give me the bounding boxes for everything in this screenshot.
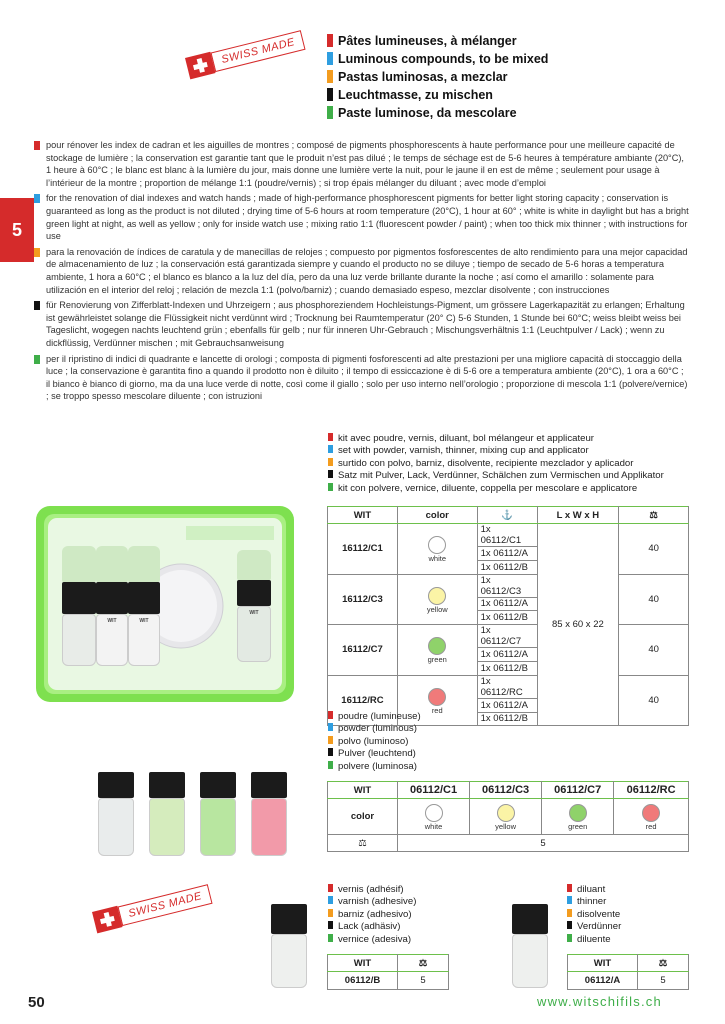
kit-color-cell (397, 524, 477, 575)
swiss-made-label: SWISS MADE (117, 884, 212, 926)
powder-list-text: poudre (lumineuse) (338, 711, 421, 722)
powder-vial (149, 772, 185, 858)
thinner-qty: 5 (638, 972, 689, 990)
varnish-bottle-photo (271, 904, 307, 988)
color-label: white (428, 554, 446, 564)
color-label: yellow (426, 604, 448, 614)
powder-qty: 5 (398, 835, 689, 852)
kit-component: 1x 06112/A (477, 547, 537, 561)
bullet-square-icon (328, 458, 333, 466)
varnish-code: 06112/B (328, 972, 398, 990)
title-line (327, 104, 687, 122)
bullet-square-icon (328, 445, 333, 453)
kit-table-row (328, 574, 689, 597)
bullet-square-icon (328, 934, 333, 942)
kit-list-item (328, 458, 708, 470)
description-text: für Renovierung von Zifferblatt-Indexen und Uhrzeigern ; aus phosphoreziendem Hochleistungs-Pigment, um grössere Lagerkapazität zu erlangen; Erhaltung ist gewährleistet solange die Flüssigkeit nicht verdünnt wird ; Trocknung bei Raumtemperatur (20° C) 5-6 Stunden, 1 Stunde bei 60°C; weiss bleibt weiss bei Tageslicht, wogegen nachts leuchtend grün ; ebenfalls für gelb ; nur für inneren Uhr-Gebrauch ; Mischungsverhältnis 1:1 (Leuchtpulver / Lack) ; wenn zu dickflüssig, Verdünner mischen ; mit Gebrauchsanweisung (46, 300, 685, 348)
kit-color-cell (397, 574, 477, 625)
kit-component: 1x 06112/C3 (477, 574, 537, 597)
powder-list-item (328, 761, 548, 773)
powder-list-item (328, 736, 548, 748)
varnish-list-item (328, 896, 518, 908)
thinner-list-text: diluant (577, 884, 606, 895)
bullet-square-icon (34, 141, 40, 150)
bullet-square-icon (34, 194, 40, 203)
kit-photo (36, 506, 294, 702)
kit-table-row (328, 524, 689, 547)
kit-qty: 40 (619, 675, 689, 726)
bullet-square-icon (34, 248, 40, 257)
kit-component: 1x 06112/B (477, 560, 537, 574)
title-text: Pâtes lumineuses, à mélanger (338, 34, 517, 48)
kit-component: 1x 06112/A (477, 648, 537, 662)
kit-list-text: set with powder, varnish, thinner, mixing cup and applicator (338, 445, 589, 457)
powder-color-cell (542, 799, 614, 835)
title-line (327, 86, 687, 104)
color-swatch (428, 587, 446, 605)
powder-list-item (328, 723, 548, 735)
color-label: white (424, 822, 443, 831)
powder-vial (200, 772, 236, 858)
color-swatch (569, 804, 587, 822)
varnish-list-item (328, 921, 518, 933)
varnish-qty: 5 (398, 972, 449, 990)
bullet-square-icon (328, 433, 333, 441)
kit-list-text: Satz mit Pulver, Lack, Verdünner, Schälchen zum Vermischen und Applikator (338, 470, 664, 482)
varnish-bottle (96, 546, 128, 666)
col-wit: WIT (568, 955, 638, 972)
thinner-list-text: Verdünner (577, 921, 622, 933)
bullet-square-icon (328, 470, 333, 478)
color-label: green (427, 655, 447, 665)
bullet-square-icon (327, 106, 333, 119)
powder-list-item (328, 748, 548, 760)
kit-code: 16112/C7 (328, 625, 398, 676)
color-label: red (645, 822, 657, 831)
title-text: Pastas luminosas, a mezclar (338, 70, 508, 84)
thinner-list (567, 884, 687, 946)
kit-qty: 40 (619, 524, 689, 575)
row-color-label: color (328, 799, 398, 835)
title-text: Leuchtmasse, zu mischen (338, 88, 493, 102)
description-text: para la renovación de índices de caratula y de manecillas de relojes ; compuesto por pigmentos fosforescentes de alto rendimiento para una mejor capacidad de almacenamiento de luz ; la conservación está garantizada siempre y cuando el producto no se diluye ; tiempo de secado de 5-6 horas a temperatura ambiente, 1 hora a 60°C ; el blanco es blanco a la luz del día, pero da una luz verde brillante durante la noche ; así como el amarillo : solamente para utilización en el interior del reloj ; relación de mezcla 1:1 (polvo/barniz) ; cuando demasiado espeso, mezclar disolvente ; con instrucciones (46, 246, 688, 295)
description-paragraph (34, 246, 690, 296)
thinner-bottle-photo (512, 904, 548, 988)
varnish-list-text: varnish (adhesive) (338, 896, 417, 908)
thinner-list-text: diluente (577, 933, 611, 945)
col-color: color (397, 507, 477, 524)
kit-table-row (328, 625, 689, 648)
chapter-number: 5 (11, 219, 22, 240)
bullet-square-icon (328, 921, 333, 929)
swiss-flag-icon (92, 906, 123, 934)
kit-component: 1x 06112/C1 (477, 524, 537, 547)
bottle-label: WIT (249, 610, 259, 616)
bullet-square-icon (328, 748, 333, 756)
powder-color-cell (614, 799, 689, 835)
kit-component: 1x 06112/A (477, 698, 537, 712)
kit-qty: 40 (619, 625, 689, 676)
powder-list (328, 711, 548, 773)
bullet-square-icon (34, 355, 40, 364)
color-swatch (642, 804, 660, 822)
color-swatch (497, 804, 515, 822)
powder-list-item (328, 711, 548, 723)
description-paragraph (34, 299, 690, 349)
kit-color-cell (397, 625, 477, 676)
kit-list-item (328, 433, 708, 445)
powder-color-cell (398, 799, 470, 835)
varnish-list-item (328, 884, 518, 896)
powder-list-text: polvere (luminosa) (338, 760, 417, 772)
bullet-square-icon (328, 896, 333, 904)
color-swatch (428, 637, 446, 655)
bullet-square-icon (567, 884, 572, 892)
description-paragraph (34, 353, 690, 403)
powder-list-text: polvo (luminoso) (338, 735, 409, 747)
thinner-list-item (567, 896, 687, 908)
kit-component: 1x 06112/B (477, 611, 537, 625)
bullet-square-icon (567, 921, 572, 929)
powder-code: 06112/C7 (542, 782, 614, 799)
bullet-square-icon (327, 52, 333, 65)
kit-list-item (328, 445, 708, 457)
col-wit: WIT (328, 782, 398, 799)
bullet-square-icon (328, 909, 333, 917)
description-text: per il ripristino di indici di quadrante e lancette di orologi ; composta di pigmenti fosforescenti ad alte prestazioni per una migliore capacità di stoccaggio della luce ; la conservazione è garantita fino a quando il prodotto non è diluito ; il tempo di essiccazione è di 5-6 ore a temperatura ambiente (20°C), 1 ora a 60°C ; il bianco è bianco di giorno, ma da una luce verde di notte, così come il giallo ; solo per uso interno nell’orologio ; proporzione di mescola 1:1 (polvere/vernice) ; se troppo spesso mescolare diluente ; con istruzioni (46, 353, 688, 402)
col-wit: WIT (328, 955, 398, 972)
kit-code: 16112/RC (328, 675, 398, 726)
varnish-list-text: Lack (adhäsiv) (338, 921, 401, 933)
kit-table (327, 506, 689, 726)
scale-icon: ⚖ (619, 507, 689, 524)
kit-list-item (328, 483, 708, 495)
thinner-list-item (567, 934, 687, 946)
description-paragraph (34, 139, 690, 189)
powder-bottle (62, 546, 96, 666)
powder-list-text: Pulver (leuchtend) (338, 748, 416, 760)
page-number: 50 (28, 994, 45, 1011)
kit-list-text: kit con polvere, vernice, diluente, coppella per mescolare e applicatore (338, 482, 638, 494)
bullet-square-icon (327, 70, 333, 83)
color-label: yellow (495, 822, 517, 831)
scale-icon: ⚖ (398, 955, 449, 972)
varnish-list-item (328, 909, 518, 921)
powder-photo (98, 772, 294, 858)
col-wit: WIT (328, 507, 398, 524)
bullet-square-icon (328, 711, 333, 719)
scale-icon: ⚖ (328, 835, 398, 852)
color-swatch (428, 688, 446, 706)
color-swatch (428, 536, 446, 554)
thinner-list-text: thinner (577, 896, 607, 908)
powder-vial (251, 772, 287, 858)
anchor-icon: ⚓ (477, 507, 537, 524)
kit-component: 1x 06112/C7 (477, 625, 537, 648)
kit-component: 1x 06112/B (477, 661, 537, 675)
kit-list (328, 433, 708, 495)
swiss-made-badge (185, 29, 306, 79)
kit-code: 16112/C3 (328, 574, 398, 625)
powder-code: 06112/C3 (470, 782, 542, 799)
bottle-label: WIT (107, 618, 117, 624)
kit-component: 1x 06112/A (477, 597, 537, 611)
powder-vial (98, 772, 134, 858)
powder-list-text: powder (luminous) (338, 723, 417, 735)
description-text: pour rénover les index de cadran et les aiguilles de montres ; composé de pigments phosphorescents à haute performance pour une meilleure capacité de stockage de lumière ; la conservation est garantie tant que le produit n’est pas dilué ; le temps de séchage est de 5-6 heures à température ambiante (20°C), 1 heure à 60°C ; le blanc est blanc à la lumière du jour, mais donne une lumière verte la nuit, pour le jaune il en est de même ; seulement pour usage à l’intérieur de la montre ; proportion de mélange 1:1 (poudre/vernis) ; si trop épais mélanger du diluant ; avec mode d’emploi (46, 140, 684, 188)
bullet-square-icon (328, 723, 333, 731)
varnish-list (328, 884, 518, 946)
website-link[interactable]: www.witschifils.ch (537, 994, 662, 1009)
title-line (327, 32, 687, 50)
kit-list-item (328, 470, 708, 482)
thinner-list-item (567, 921, 687, 933)
bullet-square-icon (328, 884, 333, 892)
thinner-bottle (128, 546, 160, 666)
description-paragraph (34, 192, 690, 242)
varnish-list-text: barniz (adhesivo) (338, 908, 412, 920)
kit-list-text: surtido con polvo, barniz, disolvente, recipiente mezclador y aplicador (338, 457, 634, 469)
kit-code: 16112/C1 (328, 524, 398, 575)
varnish-list-text: vernis (adhésif) (338, 884, 404, 895)
powder-code: 06112/RC (614, 782, 689, 799)
bullet-square-icon (328, 736, 333, 744)
kit-list-text: kit avec poudre, vernis, diluant, bol mélangeur et applicateur (338, 433, 594, 444)
title-text: Paste luminose, da mescolare (338, 106, 517, 120)
bullet-square-icon (567, 896, 572, 904)
varnish-list-text: vernice (adesiva) (338, 933, 412, 945)
bullet-square-icon (34, 301, 40, 310)
bottle-label: WIT (139, 618, 149, 624)
description-text: for the renovation of dial indexes and watch hands ; made of high-performance phosphorescent pigments for better light storing capacity ; conservation is guaranteed as long as the product is not diluted ; drying time of 5-6 hours at room temperature (20°C), 1 hour at 60° ; white is white in daylight but has a bright green light at night, as well as yellow ; only for inside watch use ; mixing ratio 1:1 (fluorescent powder / paint) ; when too thick mix thinner ; with instructions for use (46, 193, 689, 242)
bullet-square-icon (567, 934, 572, 942)
bullet-square-icon (567, 909, 572, 917)
thinner-list-text: disolvente (577, 908, 621, 920)
thinner-table (567, 954, 689, 990)
kit-table-row (328, 675, 689, 698)
kit-qty: 40 (619, 574, 689, 625)
color-label: red (431, 706, 443, 716)
kit-component: 1x 06112/B (477, 712, 537, 726)
varnish-table (327, 954, 449, 990)
title-text: Luminous compounds, to be mixed (338, 52, 549, 66)
title-line (327, 68, 687, 86)
col-dims: L x W x H (537, 507, 619, 524)
varnish-list-item (328, 934, 518, 946)
bullet-square-icon (328, 761, 333, 769)
kit-component: 1x 06112/RC (477, 675, 537, 698)
title-line (327, 50, 687, 68)
thinner-code: 06112/A (568, 972, 638, 990)
bullet-square-icon (327, 34, 333, 47)
powder-jar (237, 550, 271, 662)
color-label: green (568, 822, 588, 831)
swiss-made-label: SWISS MADE (210, 30, 305, 72)
title-block (327, 32, 687, 122)
thinner-list-item (567, 884, 687, 896)
powder-table (327, 781, 689, 852)
chapter-tab (0, 198, 34, 262)
swiss-flag-icon (185, 52, 216, 80)
color-swatch (425, 804, 443, 822)
powder-color-cell (470, 799, 542, 835)
scale-icon: ⚖ (638, 955, 689, 972)
swiss-made-badge-bottom (92, 883, 213, 933)
bullet-square-icon (327, 88, 333, 101)
bullet-square-icon (328, 483, 333, 491)
kit-dims: 85 x 60 x 22 (537, 524, 619, 726)
powder-code: 06112/C1 (398, 782, 470, 799)
thinner-list-item (567, 909, 687, 921)
description-block (34, 139, 690, 406)
